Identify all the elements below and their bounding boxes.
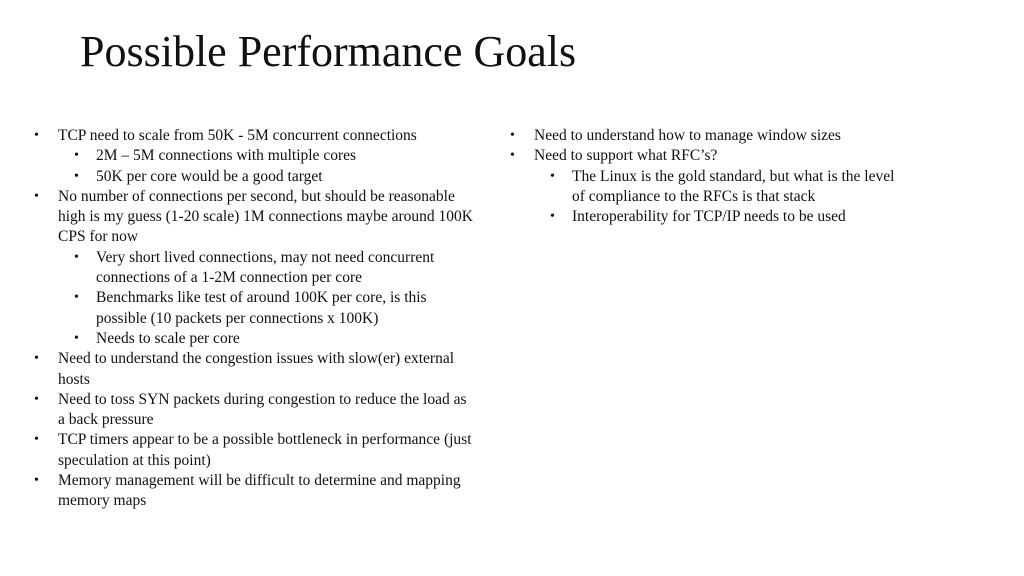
list-item <box>508 126 908 146</box>
list-item <box>32 126 477 187</box>
list-item <box>32 390 477 431</box>
bullet-icon: • <box>34 391 39 407</box>
sub-list-item <box>534 207 908 227</box>
bullet-icon: • <box>510 128 515 143</box>
bullet-icon: • <box>74 148 79 164</box>
bullet-text: TCP need to scale from 50K - 5M concurrent connections <box>58 127 417 144</box>
bullet-icon: • <box>34 128 39 143</box>
sub-bullet-text: Very short lived connections, may not need concurrent connections of a 1-2M connection per core <box>96 248 435 287</box>
bullet-text: Memory management will be difficult to determine and mapping memory maps <box>58 472 461 510</box>
list-item <box>32 187 477 349</box>
bullet-text: Need to understand the congestion issues with slow(er) external hosts <box>58 350 455 388</box>
sub-list-item <box>58 146 477 166</box>
list-item <box>508 146 908 227</box>
slide-title: Possible Performance Goals <box>80 27 577 76</box>
sub-list-item <box>58 329 477 349</box>
sub-list-item <box>58 167 477 187</box>
left-column <box>32 126 477 512</box>
right-bullet-list <box>508 126 908 227</box>
bullet-text: TCP timers appear to be a possible bottleneck in performance (just speculation at this point) <box>58 431 472 469</box>
sub-bullet-text: 2M – 5M connections with multiple cores <box>96 147 357 165</box>
bullet-text: Need to understand how to manage window sizes <box>534 127 841 144</box>
sub-list-item <box>58 288 477 329</box>
left-bullet-list <box>32 126 477 512</box>
bullet-icon: • <box>74 290 79 306</box>
bullet-icon: • <box>34 188 39 204</box>
sub-bullet-text: Needs to scale per core <box>96 329 240 347</box>
bullet-text: Need to toss SYN packets during congestion to reduce the load as a back pressure <box>58 390 467 429</box>
list-item <box>32 430 477 471</box>
bullet-icon: • <box>34 351 39 367</box>
list-item <box>32 471 477 512</box>
right-column <box>508 126 908 227</box>
sub-list-item <box>58 248 477 289</box>
bullet-icon: • <box>74 168 79 184</box>
sub-bullet-list <box>58 248 477 349</box>
bullet-icon: • <box>34 432 39 448</box>
bullet-icon: • <box>34 473 39 489</box>
bullet-icon: • <box>74 249 79 265</box>
bullet-icon: • <box>550 168 555 184</box>
bullet-text: No number of connections per second, but should be reasonable high is my guess (1-20 scale) 1M connections maybe around 100K CPS for now <box>58 187 473 246</box>
sub-bullet-list <box>534 167 908 228</box>
sub-bullet-list <box>58 146 477 187</box>
bullet-icon: • <box>550 209 555 225</box>
sub-bullet-text: Benchmarks like test of around 100K per core, is this possible (10 packets per connections x 100K) <box>96 289 427 327</box>
bullet-icon: • <box>74 330 79 346</box>
sub-bullet-text: The Linux is the gold standard, but what is the level of compliance to the RFCs is that stack <box>572 167 895 205</box>
bullet-icon: • <box>510 148 515 164</box>
list-item <box>32 349 477 390</box>
bullet-text: Need to support what RFC’s? <box>534 147 718 165</box>
sub-bullet-text: 50K per core would be a good target <box>96 167 323 185</box>
sub-list-item <box>534 167 908 208</box>
sub-bullet-text: Interoperability for TCP/IP needs to be used <box>572 208 846 226</box>
